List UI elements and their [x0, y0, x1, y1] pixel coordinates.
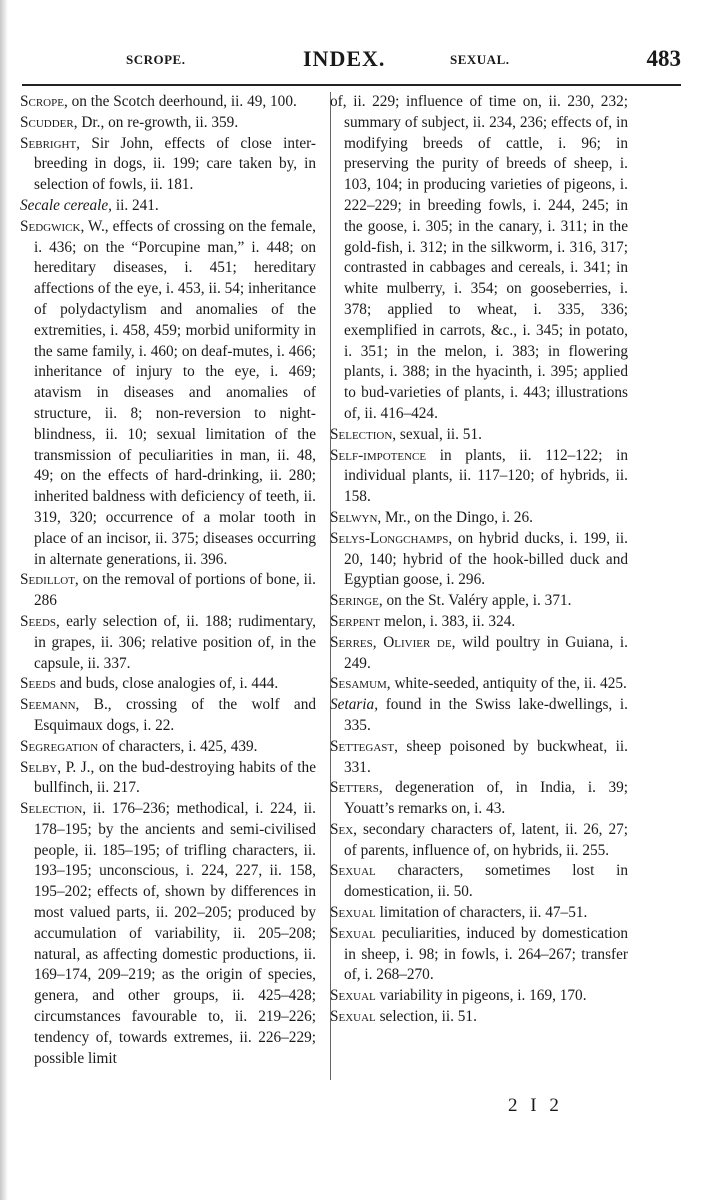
index-entry [330, 508, 628, 529]
entry-headword: Setaria, [330, 696, 379, 714]
index-entry [330, 591, 628, 612]
index-entry [330, 633, 628, 675]
index-entry [20, 758, 316, 800]
header-title: INDEX. [303, 46, 386, 71]
entry-text: of, ii. 229; influence of time on, ii. 230, 232; summary of subject, ii. 234, 236; effects of, in modifying breeds of cattle, i. 96; in preserving the purity of breeds of sheep, i. 103, 104; in producing varieties of pigeons, i. 222–229; in breeding fowls, i. 244, 245; in the goose, i. 305; in the canary, i. 311; in the gold-fish, i. 312; in the silkworm, i. 316, 317; contrasted in cabbages and cereals, i. 341; in white mulberry, i. 354; on gooseberries, i. 378; applied to wheat, i. 335, 336; exemplified in carrots, &c., i. 345; in potato, i. 351; in the melon, i. 383; in flowering plants, i. 388; in the hyacinth, i. 395; applied to bud-varieties of plants, i. 443; illustrations of, ii. 416–424. [330, 93, 628, 422]
entry-text: secondary characters of, latent, ii. 26, 27; of parents, influence of, on hybrids, ii. 255. [344, 820, 628, 859]
index-entry [330, 695, 628, 737]
entry-headword: Seemann, [20, 696, 80, 714]
index-entry [330, 903, 628, 924]
entry-headword: Serres, Olivier de, [330, 633, 456, 651]
index-entry [20, 92, 316, 113]
entry-headword: Scrope, [20, 93, 68, 110]
entry-text: on the St. Valéry apple, i. 371. [382, 592, 572, 610]
entry-text: B., crossing of the wolf and Esquimaux dogs, i. 22. [34, 696, 316, 734]
index-entry [330, 737, 628, 779]
header-right-word: SEXUAL. [450, 52, 510, 67]
page-number: 483 [646, 46, 681, 71]
entry-text: found in the Swiss lake-dwellings, i. 335. [344, 696, 628, 734]
entry-headword: Sexual [330, 862, 376, 880]
entry-headword: Settegast, [330, 737, 398, 755]
index-entry [330, 861, 628, 903]
entry-text: in plants, ii. 112–122; in individual plants, ii. 117–120; of hybrids, ii. 158. [344, 446, 628, 506]
index-entry [330, 529, 628, 591]
entry-text: sexual, ii. 51. [396, 425, 482, 443]
header-rule [22, 84, 681, 86]
entry-headword: Sex, [330, 820, 357, 838]
entry-text: ii. 241. [112, 196, 159, 214]
entry-headword: Sexual [330, 904, 376, 922]
index-entry [330, 1007, 628, 1028]
index-entry [330, 674, 628, 695]
entry-headword: Selby, [20, 758, 62, 776]
index-entry [20, 737, 316, 758]
entry-headword: Selys-Longchamps, [330, 529, 453, 547]
entry-headword: Sexual [330, 924, 376, 942]
index-entry [20, 134, 316, 196]
index-entry [330, 924, 628, 986]
entry-headword: Seeds [20, 675, 57, 693]
index-entry [20, 196, 316, 217]
index-entry [20, 570, 316, 612]
entry-text: early selection of, ii. 188; rudimentary, in grapes, ii. 306; relative position of, in the capsule, ii. 337. [34, 612, 316, 672]
entry-headword: Seringe, [330, 592, 383, 610]
entry-text: white-seeded, antiquity of the, ii. 425. [390, 675, 627, 693]
entry-text: Sir John, effects of close inter-breeding in dogs, ii. 199; care taken by, in selection of fowls, ii. 181. [34, 134, 316, 194]
entry-headword: Serpent [330, 612, 381, 630]
entry-text: melon, i. 383, ii. 324. [380, 612, 516, 630]
entry-headword: Sedgwick, [20, 217, 85, 235]
index-entry [20, 612, 316, 674]
running-header [18, 46, 681, 80]
index-entry [330, 446, 628, 508]
entry-headword: Selwyn, [330, 508, 382, 526]
entry-headword: Seeds, [20, 612, 60, 630]
entry-text: variability in pigeons, i. 169, 170. [375, 987, 587, 1005]
index-entry [20, 217, 316, 571]
entry-text: on hybrid ducks, i. 199, ii. 20, 140; hybrid of the hook-billed duck and Egyptian goose, i. 296. [344, 529, 628, 589]
index-entry [330, 778, 628, 820]
index-entry [20, 674, 316, 695]
entry-text: on the Scotch deerhound, ii. 49, 100. [67, 93, 297, 110]
entry-text: limitation of characters, ii. 47–51. [375, 904, 588, 922]
entry-text: ii. 176–236; methodical, i. 224, ii. 178–195; by the ancients and semi-civilised people, ii. 185–195; of trifling characters, ii. 193–195; unconscious, i. 224, 227, ii. 158, 195–202; effects of, shown by differences in most valued parts, ii. 202–205; produced by accumulation of variability, ii. 205–208; natural, as affecting domestic productions, ii. 169–174, 209–219; as the origin of species, genera, and other groups, ii. 425–428; circumstances favourable to, ii. 219–226; tendency of, towards extremes, ii. 226–229; possible limit [34, 800, 316, 1067]
entry-headword: Setters, [330, 779, 383, 797]
entry-headword: Sesamum, [330, 675, 391, 693]
entry-text: on the removal of portions of bone, ii. 286 [34, 571, 316, 610]
entry-text: and buds, close analogies of, i. 444. [56, 675, 279, 693]
entry-headword: Selection, [20, 800, 87, 818]
entry-text: selection, ii. 51. [375, 1008, 477, 1026]
index-entry [330, 986, 628, 1007]
entry-headword: Sexual [330, 987, 376, 1005]
entry-text: W., effects of crossing on the female, i. 436; on the “Porcupine man,” i. 448; on hereditary diseases, i. 451; hereditary affections of the eye, i. 453, ii. 54; inheritance of polydactylism and anomalies of the extremities, i. 458, 459; morbid uniformity in the same family, i. 460; on deaf-mutes, i. 466; inheritance of injury to the eye, i. 469; atavism in diseases and anomalies of structure, ii. 8; non-reversion to night-blindness, ii. 10; sexual limitation of the transmission of peculiarities in man, ii. 48, 49; on the effects of hard-drinking, ii. 280; inherited baldness with deficiency of teeth, ii. 319, 320; occurrence of a molar tooth in place of an incisor, ii. 375; diseases occurring in alternate generations, ii. 396. [34, 217, 316, 568]
entry-headword: Self-impotence [330, 446, 427, 464]
entry-headword: Secale cereale, [20, 196, 113, 214]
page-edge-shadow [0, 0, 8, 1200]
index-entry [20, 113, 316, 134]
index-entry [330, 820, 628, 862]
entry-headword: Sedillot, [20, 571, 79, 589]
entry-headword: Scudder, [20, 113, 78, 131]
entry-text: Mr., on the Dingo, i. 26. [381, 508, 533, 526]
left-column [20, 92, 316, 1069]
entry-text: wild poultry in Guiana, i. 249. [344, 633, 628, 672]
entry-text: P. J., on the bud-destroying habits of the bullfinch, ii. 217. [34, 758, 316, 797]
entry-text: degeneration of, in India, i. 39; Youatt’s remarks on, i. 43. [344, 779, 628, 818]
entry-headword: Segregation [20, 737, 99, 755]
right-column [330, 92, 628, 1028]
entry-text: Dr., on re-growth, ii. 359. [77, 113, 239, 131]
signature-mark: 2 I 2 [508, 1095, 563, 1116]
entry-text: peculiarities, induced by domestication in sheep, i. 98; in fowls, i. 264–267; transfer of, i. 268–270. [344, 924, 628, 984]
index-entry [330, 425, 628, 446]
index-entry [330, 92, 628, 425]
entry-headword: Sebright, [20, 134, 80, 152]
index-entry [20, 695, 316, 737]
entry-text: characters, sometimes lost in domestication, ii. 50. [344, 862, 628, 901]
index-entry [330, 612, 628, 633]
entry-text: of characters, i. 425, 439. [98, 737, 258, 755]
entry-headword: Sexual [330, 1008, 376, 1026]
entry-headword: Selection, [330, 425, 397, 443]
index-entry [20, 799, 316, 1069]
header-left-word: SCROPE. [126, 52, 186, 67]
entry-text: sheep poisoned by buckwheat, ii. 331. [344, 737, 628, 776]
